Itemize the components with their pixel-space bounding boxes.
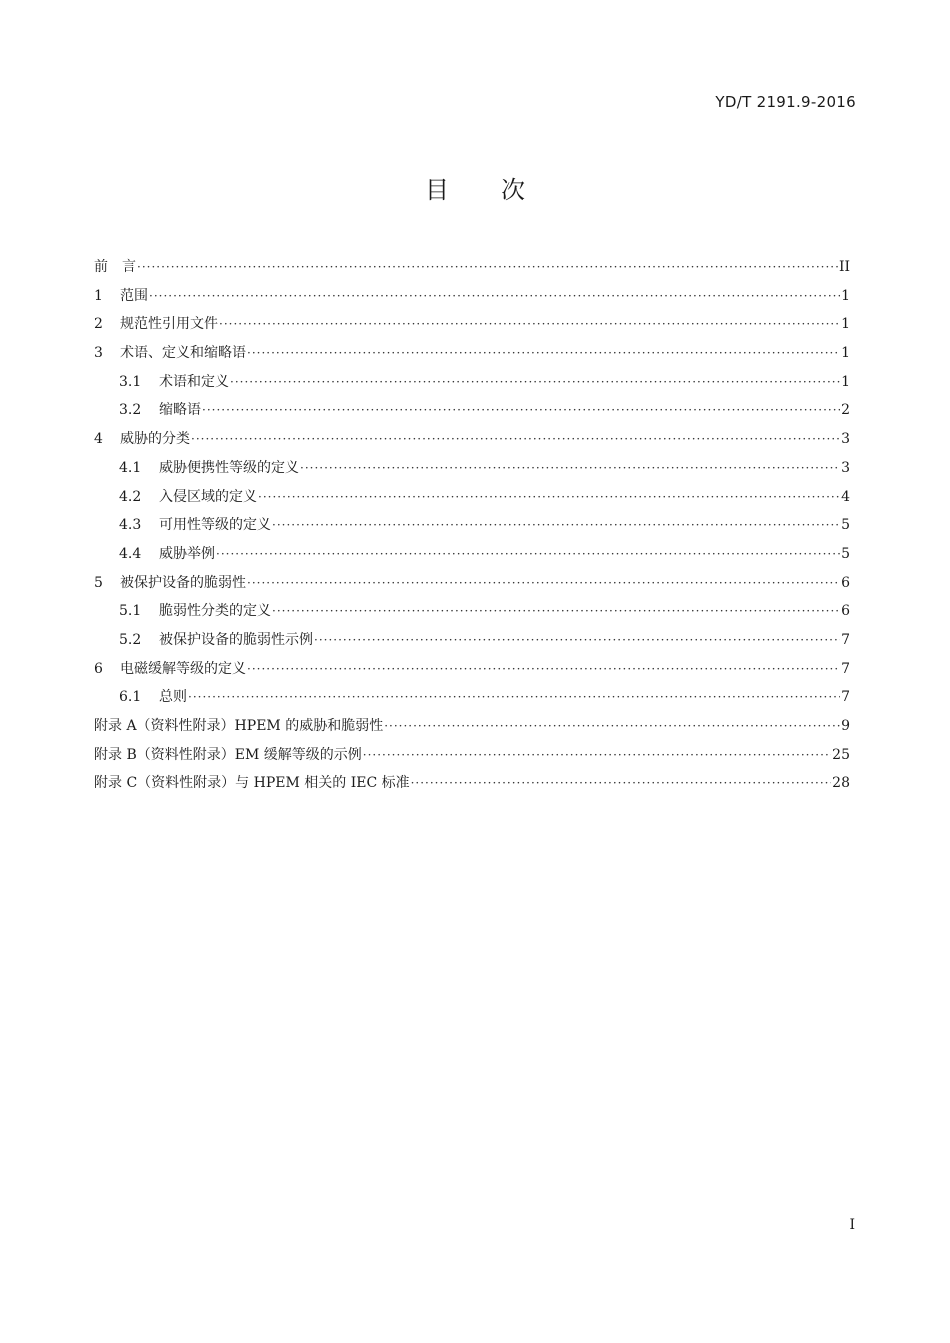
- toc-entry-page: 2: [841, 402, 850, 419]
- toc-entry-6[interactable]: [94, 655, 850, 684]
- toc-entry-number: 3.2: [119, 402, 142, 419]
- toc-entry-appendix-b[interactable]: [94, 741, 850, 770]
- toc-entry-number: 6.1: [119, 689, 142, 706]
- dot-leader: [384, 712, 840, 741]
- toc-entry-5-2[interactable]: [94, 626, 850, 655]
- toc-entry-4-1[interactable]: [94, 454, 850, 483]
- dot-leader: [219, 310, 840, 339]
- toc-entry-5[interactable]: [94, 569, 850, 598]
- dot-leader: [202, 396, 840, 425]
- toc-entry-number: 4.2: [119, 488, 142, 505]
- toc-entry-number: 4.1: [119, 459, 142, 476]
- toc-entry-page: 28: [832, 775, 850, 792]
- toc-entry-label: 缩略语: [159, 402, 201, 419]
- dot-leader: [363, 741, 831, 770]
- toc-entry-number: 4.4: [119, 545, 142, 562]
- toc-title-char-2: 次: [501, 176, 525, 204]
- toc-entry-page: 1: [841, 373, 850, 390]
- dot-leader: [314, 626, 840, 655]
- toc-entry-page: 7: [841, 631, 850, 648]
- dot-leader: [188, 683, 840, 712]
- toc-entry-page: 25: [832, 746, 850, 763]
- toc-entry-label: 规范性引用文件: [120, 316, 218, 333]
- toc-title: [0, 170, 950, 205]
- toc-entry-number: 3: [94, 345, 103, 362]
- toc-entry-label: 总则: [159, 689, 187, 706]
- toc-entry-number: 1: [94, 287, 103, 304]
- toc-entry-foreword[interactable]: [94, 253, 850, 282]
- dot-leader: [247, 339, 840, 368]
- table-of-contents: [94, 253, 850, 798]
- toc-title-char-1: 目: [425, 176, 449, 204]
- toc-entry-3-1[interactable]: [94, 368, 850, 397]
- dot-leader: [216, 540, 840, 569]
- dot-leader: [191, 425, 840, 454]
- toc-entry-label: 附录 B（资料性附录）EM 缓解等级的示例: [94, 746, 362, 763]
- toc-entry-3-2[interactable]: [94, 396, 850, 425]
- toc-entry-number: 5.2: [119, 631, 142, 648]
- dot-leader: [272, 511, 840, 540]
- toc-entry-4[interactable]: [94, 425, 850, 454]
- toc-entry-appendix-a[interactable]: [94, 712, 850, 741]
- toc-entry-4-2[interactable]: [94, 483, 850, 512]
- toc-entry-page: 9: [841, 718, 850, 734]
- document-code: YD/T 2191.9-2016: [715, 93, 856, 111]
- dot-leader: [258, 483, 840, 512]
- toc-entry-page: 6: [841, 574, 850, 591]
- toc-entry-label: 被保护设备的脆弱性: [120, 574, 246, 591]
- toc-entry-label: 被保护设备的脆弱性示例: [159, 631, 313, 648]
- dot-leader: [149, 282, 840, 311]
- toc-entry-number: 5: [94, 574, 103, 591]
- toc-entry-page: 3: [841, 431, 850, 448]
- toc-entry-label: 附录 A（资料性附录）HPEM 的威胁和脆弱性: [94, 718, 384, 734]
- toc-entry-label: 电磁缓解等级的定义: [120, 660, 246, 677]
- toc-entry-page: 1: [841, 345, 850, 362]
- toc-entry-label: 威胁便携性等级的定义: [159, 459, 299, 476]
- toc-entry-1[interactable]: [94, 282, 850, 311]
- toc-entry-page: 6: [841, 603, 850, 620]
- toc-entry-label: 术语和定义: [159, 373, 229, 390]
- toc-entry-3[interactable]: [94, 339, 850, 368]
- toc-entry-label: 脆弱性分类的定义: [159, 603, 271, 620]
- dot-leader: [272, 597, 840, 626]
- toc-entry-page: II: [838, 259, 850, 275]
- toc-entry-page: 3: [841, 459, 850, 476]
- toc-entry-4-3[interactable]: [94, 511, 850, 540]
- toc-entry-4-4[interactable]: [94, 540, 850, 569]
- toc-entry-label: 威胁举例: [159, 545, 215, 562]
- toc-entry-2[interactable]: [94, 310, 850, 339]
- toc-entry-label: 附录 C（资料性附录）与 HPEM 相关的 IEC 标准: [94, 775, 410, 792]
- dot-leader: [247, 569, 840, 598]
- toc-entry-number: 4.3: [119, 517, 142, 534]
- toc-entry-label: 术语、定义和缩略语: [120, 345, 246, 362]
- toc-entry-6-1[interactable]: [94, 683, 850, 712]
- toc-entry-number: 3.1: [119, 373, 142, 390]
- toc-entry-5-1[interactable]: [94, 597, 850, 626]
- dot-leader: [230, 368, 840, 397]
- toc-entry-number: 4: [94, 431, 103, 448]
- toc-entry-page: 7: [841, 660, 850, 677]
- toc-entry-page: 5: [841, 545, 850, 562]
- toc-entry-label: 入侵区域的定义: [159, 488, 257, 505]
- toc-entry-page: 7: [841, 689, 850, 706]
- toc-entry-label: 范围: [120, 287, 148, 304]
- toc-entry-page: 1: [841, 287, 850, 304]
- toc-entry-label: 前 言: [94, 259, 136, 275]
- dot-leader: [411, 769, 832, 798]
- toc-entry-label: 可用性等级的定义: [159, 517, 271, 534]
- toc-entry-label: 威胁的分类: [120, 431, 190, 448]
- dot-leader: [300, 454, 840, 483]
- toc-entry-appendix-c[interactable]: [94, 769, 850, 798]
- toc-entry-number: 2: [94, 316, 103, 333]
- dot-leader: [247, 655, 840, 684]
- toc-entry-page: 4: [841, 488, 850, 505]
- toc-entry-number: 5.1: [119, 603, 142, 620]
- dot-leader: [137, 253, 838, 282]
- toc-entry-page: 5: [841, 517, 850, 534]
- page-number: I: [849, 1217, 855, 1233]
- toc-entry-number: 6: [94, 660, 103, 677]
- toc-entry-page: 1: [841, 316, 850, 333]
